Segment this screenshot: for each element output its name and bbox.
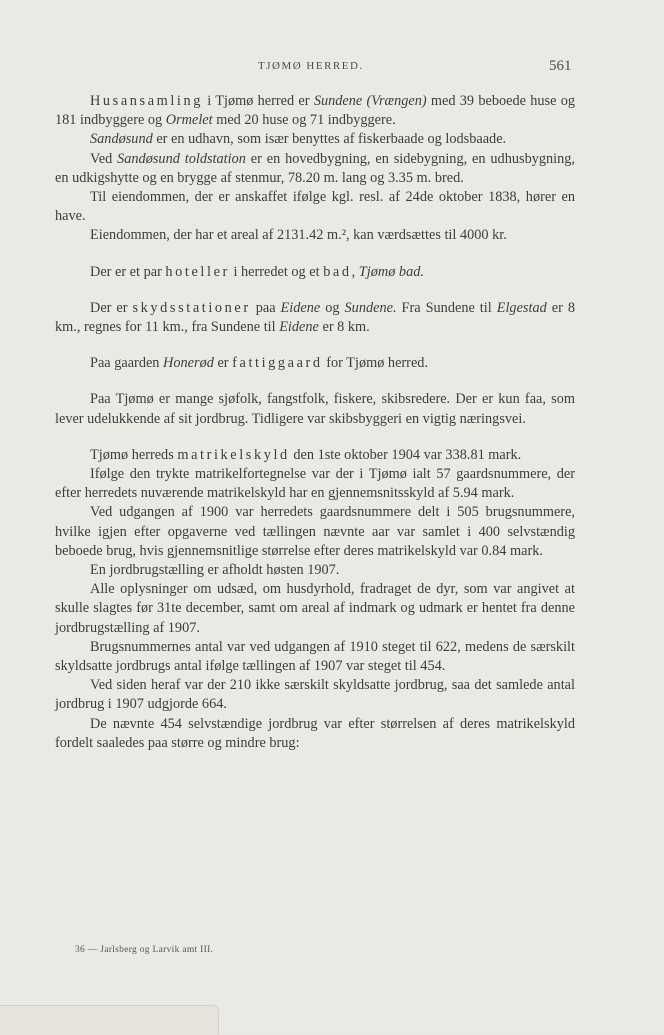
running-head: TJØMØ HERRED. bbox=[258, 60, 364, 72]
place-name: Ormelet bbox=[165, 112, 213, 129]
paragraph-oplysninger: Alle oplysninger om udsæd, om husdyrhold, fradraget de dyr, som var angivet at skulle slagtes før 31te december, samt om areal af indmark og udmark er hentet fra denne jordbrugstælling af 1907. bbox=[55, 581, 575, 636]
text-run: Paa gaarden bbox=[90, 355, 164, 372]
text-run: er 8 km. bbox=[318, 319, 370, 336]
page-header bbox=[0, 58, 664, 78]
signature-footer: 36 — Jarlsberg og Larvik amt III. bbox=[75, 945, 214, 955]
spaced-term: bad bbox=[323, 263, 352, 280]
text-run: for Tjømø herred. bbox=[322, 355, 429, 372]
text-run: Der er et par bbox=[90, 263, 166, 280]
text-run: med 39 beboede huse og 181 indbyggere og bbox=[55, 93, 576, 129]
paragraph-skydsstationer bbox=[55, 299, 575, 337]
text-run: Der er bbox=[90, 299, 133, 316]
text-run: er bbox=[213, 355, 233, 372]
text-run: Fra Sundene til bbox=[396, 299, 497, 316]
page-number: 561 bbox=[549, 58, 572, 74]
paragraph-fattiggaard bbox=[55, 354, 575, 373]
text-run: paa bbox=[250, 299, 281, 316]
text-run: Ved bbox=[90, 150, 118, 167]
paragraph-eiendommen-have: Til eiendommen, der er anskaffet ifølge kgl. resl. af 24de oktober 1838, hører en have. bbox=[55, 189, 575, 225]
paragraph-naeringsvei: Paa Tjømø er mange sjøfolk, fangstfolk, fiskere, skibsredere. Der er kun faa, som lever udelukkende af sit jordbrug. Tidligere var skibsbyggeri en vigtig næringsvei. bbox=[55, 391, 575, 427]
text-run: er 8 km., regnes for 11 km., fra Sundene til bbox=[55, 299, 575, 336]
place-name: Eidene bbox=[280, 299, 321, 316]
text-run: , bbox=[351, 263, 359, 280]
spaced-term: skydsstationer bbox=[132, 299, 251, 316]
text-run: med 20 huse og 71 indbyggere. bbox=[212, 112, 396, 129]
text-run: og bbox=[320, 299, 345, 316]
place-name: Sundene (Vrængen) bbox=[313, 93, 427, 109]
paragraph-eiendommen-areal: Eiendommen, der har et areal af 2131.42 m.², kan værdsættes til 4000 kr. bbox=[90, 227, 507, 244]
spaced-term: matrikelskyld bbox=[177, 446, 290, 463]
place-name: Tjømø bad. bbox=[358, 263, 424, 280]
paragraph-sandosund bbox=[55, 130, 575, 149]
paragraph-husansamling bbox=[55, 92, 575, 130]
place-name: Honerød bbox=[163, 355, 214, 372]
spaced-term: hoteller bbox=[165, 263, 230, 280]
text-run: er en udhavn, som især benyttes af fiskerbaade og lodsbaade. bbox=[152, 131, 507, 148]
text-run: i herredet og et bbox=[229, 263, 324, 280]
paragraph-brugsnummere-1900: Ved udgangen af 1900 var herredets gaardsnummere delt i 505 brugsnummere, hvilke igjen efter opgaverne ved tællingen nævnte aar var samlet i 400 selvstændig beboede brug, hvis gjennemsnitlige størrelse efter deres matrikelskyld var 0.84 mark. bbox=[55, 504, 575, 559]
paragraph-hoteller bbox=[55, 263, 575, 282]
place-name: Sandøsund bbox=[90, 131, 153, 148]
paragraph-jordbrugstaelling: En jordbrugstælling er afholdt høsten 1907. bbox=[90, 562, 340, 579]
place-name: Elgestad bbox=[496, 299, 547, 316]
paragraph-fordelt: De nævnte 454 selvstændige jordbrug var efter størrelsen af deres matrikelskyld fordelt saaledes paa større og mindre brug: bbox=[55, 715, 575, 751]
text-run: er en hovedbygning, en sidebygning, en udhusbygning, en udkigshytte og en brygge af stenmur, 78.20 m. lang og 3.35 m. bred. bbox=[55, 150, 576, 186]
text-run: i Tjømø herred er bbox=[203, 93, 314, 109]
paragraph-brugsnummer-1910: Brugsnummernes antal var ved udgangen af 1910 steget til 622, medens de særskilt skyldsatte jordbrugs antal ifølge tællingen af 1907 var steget til 454. bbox=[55, 638, 575, 675]
page-corner-fold bbox=[0, 1005, 219, 1035]
paragraph-samlede-antal: Ved siden heraf var der 210 ikke særskilt skyldsatte jordbrug, saa det samlede antal jordbrug i 1907 udgjorde 664. bbox=[55, 677, 575, 713]
spaced-term: Husansamling bbox=[90, 93, 204, 109]
body-text bbox=[55, 92, 575, 753]
paragraph-toldstation bbox=[55, 150, 575, 188]
place-name: Sundene. bbox=[344, 299, 397, 316]
text-run: den 1ste oktober 1904 var 338.81 mark. bbox=[289, 446, 522, 463]
paragraph-matrikelfortegnelse: Ifølge den trykte matrikelfortegnelse var der i Tjømø ialt 57 gaardsnummere, der efter herredets nuværende matrikelskyld har en gjennemsnitsskyld af 5.94 mark. bbox=[55, 466, 575, 502]
text-run: Tjømø herreds bbox=[90, 446, 178, 463]
spaced-term: fattiggaard bbox=[232, 355, 323, 372]
paragraph-matrikelskyld bbox=[55, 446, 575, 465]
place-name: Sandøsund toldstation bbox=[117, 150, 246, 167]
place-name: Eidene bbox=[279, 319, 319, 336]
